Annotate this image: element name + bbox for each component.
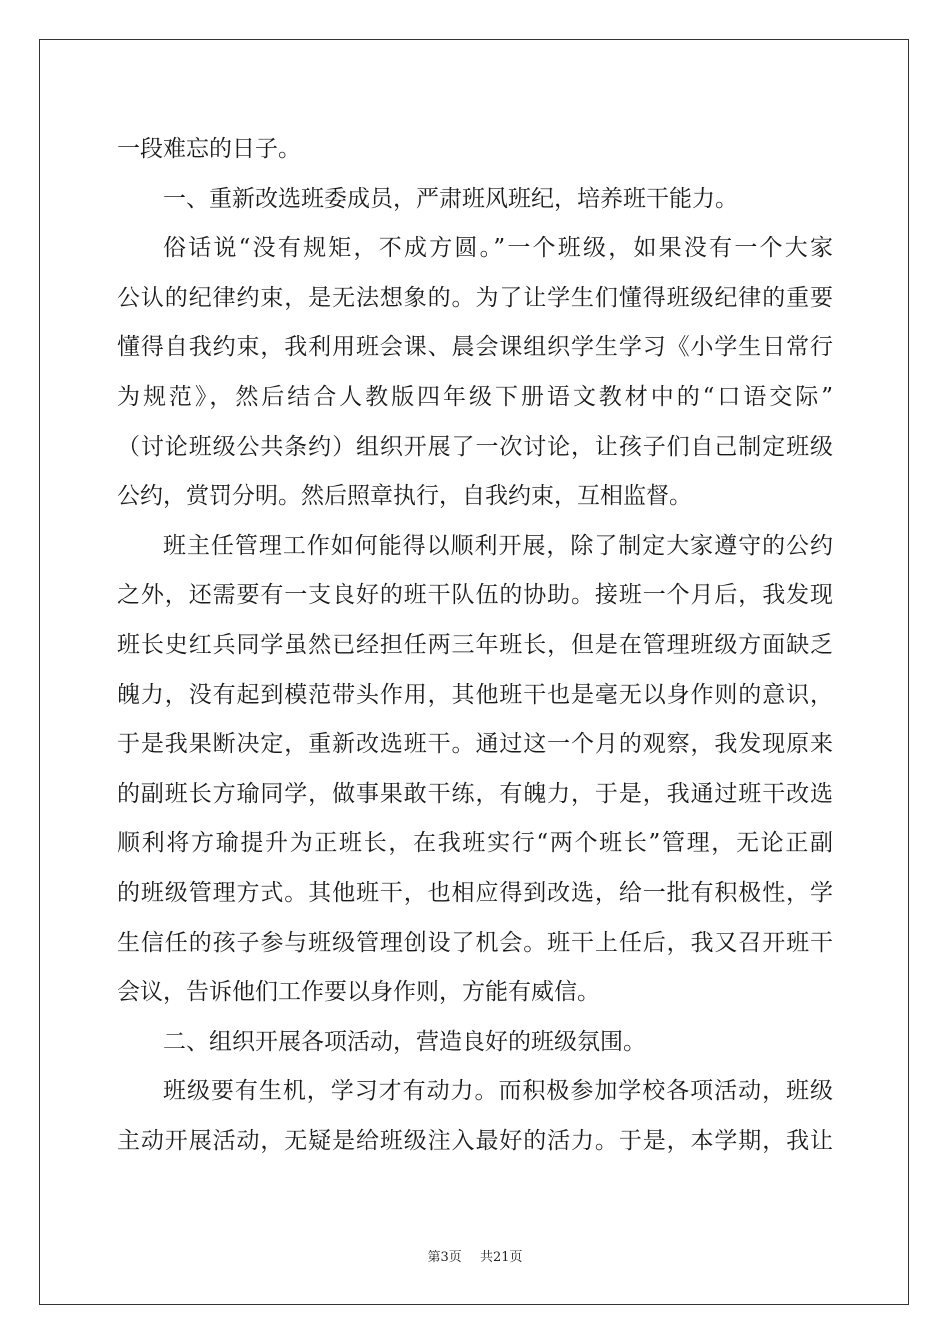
paragraph <box>117 1067 833 1166</box>
text-line: 的副班长方瑜同学，做事果敢干练，有魄力，于是，我通过班干改选 <box>117 780 833 807</box>
text-line: （讨论班级公共条约）组织开展了一次讨论，让孩子们自己制定班级 <box>117 433 833 460</box>
text-line: 班主任管理工作如何能得以顺利开展，除了制定大家遵守的公约 <box>163 532 833 559</box>
text-line: 俗话说“没有规矩，不成方圆。”一个班级，如果没有一个大家 <box>163 235 833 262</box>
page-footer <box>0 1246 950 1265</box>
page-number: 第3页 <box>427 1250 462 1265</box>
text-line: 于是我果断决定，重新改选班干。通过这一个月的观察，我发现原来 <box>117 731 833 758</box>
text-line: 一、重新改选班委成员，严肃班风班纪，培养班干能力。 <box>163 185 738 212</box>
text-line: 魄力，没有起到模范带头作用，其他班干也是毫无以身作则的意识， <box>117 681 833 708</box>
text-line: 公约，赏罚分明。然后照章执行，自我约束，互相监督。 <box>117 483 692 510</box>
text-line: 主动开展活动，无疑是给班级注入最好的活力。于是，本学期，我让 <box>117 1127 833 1154</box>
text-line: 班级要有生机，学习才有动力。而积极参加学校各项活动，班级 <box>163 1078 833 1105</box>
text-line: 生信任的孩子参与班级管理创设了机会。班干上任后，我又召开班干 <box>117 929 833 956</box>
text-line: 为规范》，然后结合人教版四年级下册语文教材中的“口语交际” <box>117 383 833 410</box>
text-line: 懂得自我约束，我利用班会课、晨会课组织学生学习《小学生日常行 <box>117 334 833 361</box>
text-line: 二、组织开展各项活动，营造良好的班级氛围。 <box>163 1028 646 1055</box>
paragraph <box>117 1018 833 1068</box>
paragraph <box>117 125 833 175</box>
document-body <box>117 125 833 1166</box>
text-line: 之外，还需要有一支良好的班干队伍的协助。接班一个月后，我发现 <box>117 582 833 609</box>
text-line: 会议，告诉他们工作要以身作则，方能有威信。 <box>117 979 600 1006</box>
paragraph <box>117 522 833 1018</box>
text-line: 公认的纪律约束，是无法想象的。为了让学生们懂得班级纪律的重要 <box>117 284 833 311</box>
text-line: 顺利将方瑜提升为正班长，在我班实行“两个班长”管理，无论正副 <box>117 830 833 857</box>
paragraph <box>117 175 833 225</box>
text-line: 的班级管理方式。其他班干，也相应得到改选，给一批有积极性，学 <box>117 879 833 906</box>
text-line: 班长史红兵同学虽然已经担任两三年班长，但是在管理班级方面缺乏 <box>117 631 833 658</box>
page-total: 共21页 <box>479 1250 523 1265</box>
paragraph <box>117 224 833 522</box>
text-line: 一段难忘的日子。 <box>117 136 301 162</box>
